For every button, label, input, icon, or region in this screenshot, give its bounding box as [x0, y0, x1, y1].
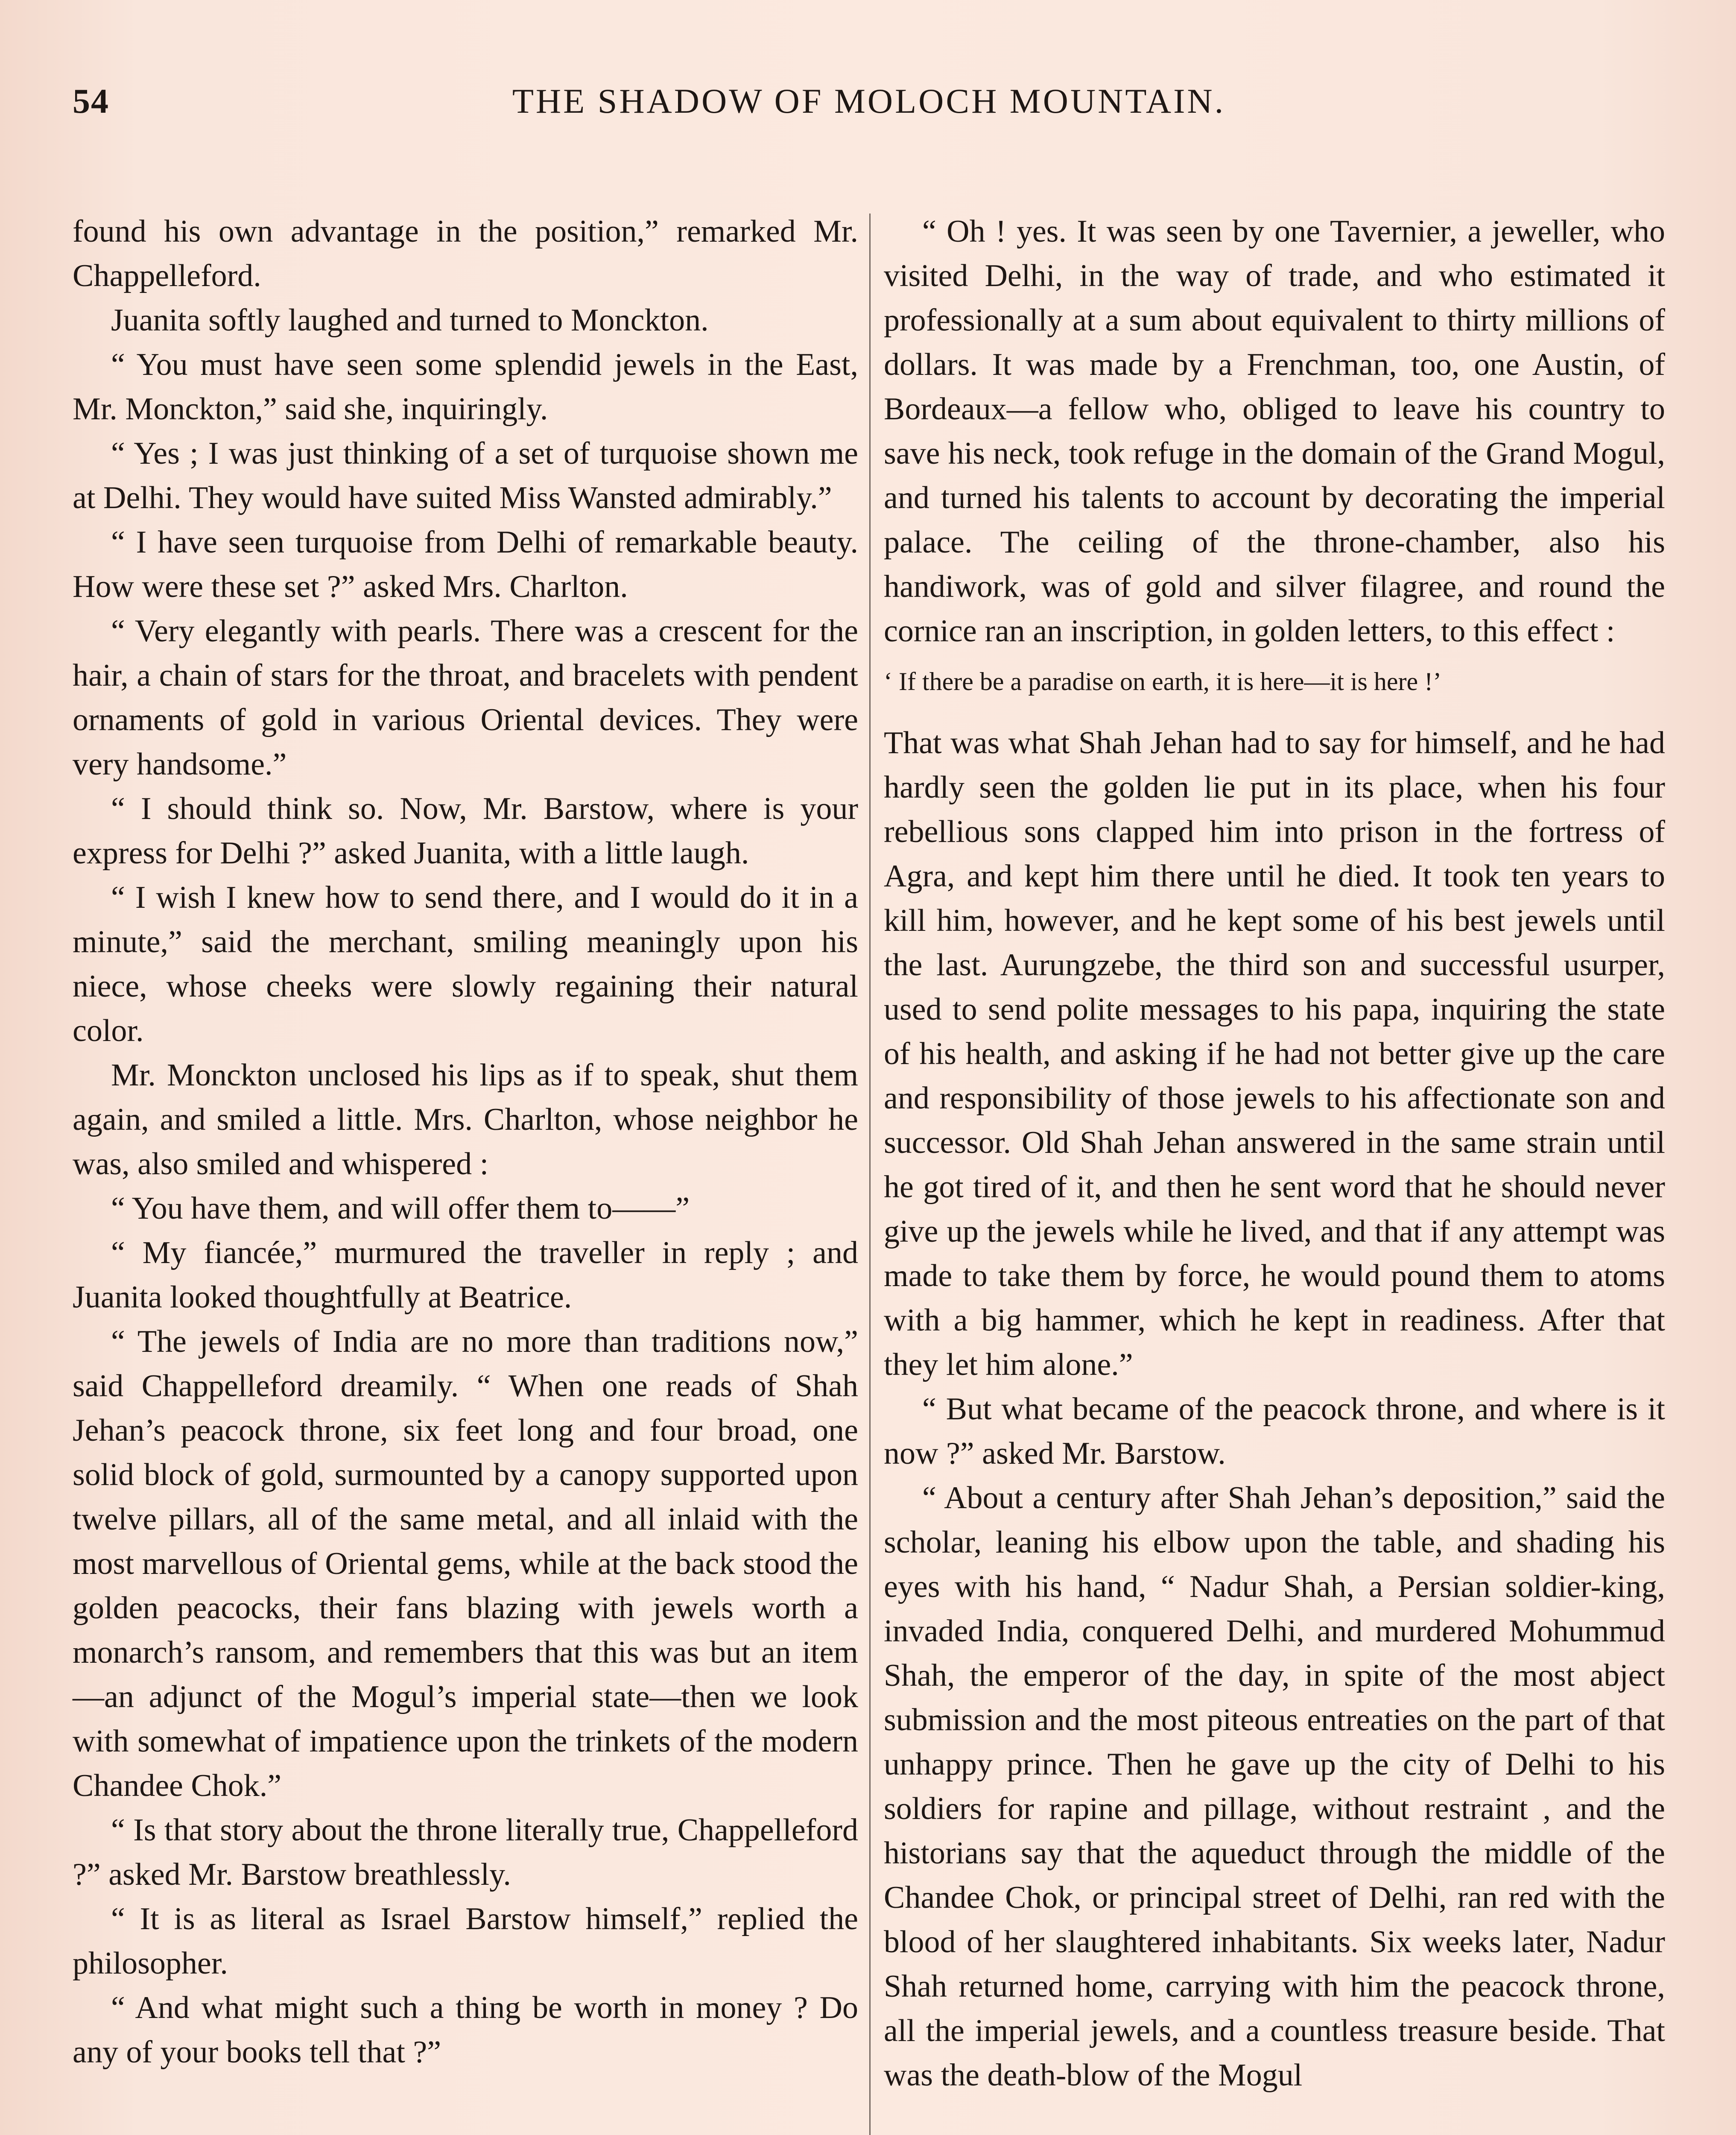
- inscription-quote: ‘ If there be a paradise on earth, it is here—it is here !’: [884, 667, 1442, 696]
- paragraph: “ You must have seen some splendid jewels in the East, Mr. Monckton,” said she, inquiringly.: [73, 347, 858, 427]
- paragraph: “ The jewels of India are no more than traditions now,” said Chappelleford dreamily. “ When one reads of Shah Jehan’s peacock throne, six feet long and four broad, one solid block of gold, surmounted by a canopy supported upon twelve pillars, all of the same metal, and all inlaid with the most marvellous of Oriental gems, while at the back stood the golden peacocks, their fans blazing with jewels worth a monarch’s ransom, and remembers that this was but an item—an adjunct of the Mogul’s imperial state—then we look with somewhat of impatience upon the trinkets of the modern Chandee Chok.”: [73, 1324, 858, 1803]
- column-divider: [869, 214, 871, 2135]
- paragraph: “ I have seen turquoise from Delhi of remarkable beauty. How were these set ?” asked Mrs. Charlton.: [73, 525, 858, 604]
- right-column: [884, 209, 1665, 2097]
- left-column: [73, 209, 858, 2074]
- paragraph: “ I wish I knew how to send there, and I would do it in a minute,” said the merchant, smiling meaningly upon his niece, whose cheeks were slowly regaining their natural color.: [73, 880, 858, 1048]
- paragraph: “ But what became of the peacock throne, and where is it now ?” asked Mr. Barstow.: [884, 1392, 1665, 1471]
- paragraph: found his own advantage in the position,” remarked Mr. Chappelleford.: [73, 214, 858, 293]
- paragraph: Juanita softly laughed and turned to Monckton.: [111, 303, 709, 338]
- paragraph: “ It is as literal as Israel Barstow himself,” replied the philosopher.: [73, 1901, 858, 1981]
- paragraph: “ Is that story about the throne literally true, Chappelleford ?” asked Mr. Barstow breathlessly.: [73, 1813, 858, 1892]
- paragraph: “ Yes ; I was just thinking of a set of turquoise shown me at Delhi. They would have suited Miss Wansted admirably.”: [73, 436, 858, 515]
- paragraph: “ You have them, and will offer them to——”: [111, 1191, 690, 1226]
- paragraph: “ Very elegantly with pearls. There was a crescent for the hair, a chain of stars for the throat, and bracelets with pendent ornaments of gold in various Oriental devices. They were very handsome.”: [73, 614, 858, 782]
- paragraph: “ About a century after Shah Jehan’s deposition,” said the scholar, leaning his elbow upon the table, and shading his eyes with his hand, “ Nadur Shah, a Persian soldier-king, invaded India, conquered Delhi, and murdered Mohummud Shah, the emperor of the day, in spite of the most abject submission and the most piteous entreaties on the part of that unhappy prince. Then he gave up the city of Delhi to his soldiers for rapine and pillage, without restraint , and the historians say that the aqueduct through the middle of the Chandee Chok, or principal street of Delhi, ran red with the blood of her slaughtered inhabitants. Six weeks later, Nadur Shah returned home, carrying with him the peacock throne, all the imperial jewels, and a countless treasure beside. That was the death-blow of the Mogul: [884, 1480, 1665, 2093]
- page-number: 54: [73, 82, 109, 120]
- paragraph: “ I should think so. Now, Mr. Barstow, where is your express for Delhi ?” asked Juanita, with a little laugh.: [73, 791, 858, 871]
- paragraph: Mr. Monckton unclosed his lips as if to speak, shut them again, and smiled a little. Mrs. Charlton, whose neighbor he was, also smiled and whispered :: [73, 1058, 858, 1182]
- running-title: THE SHADOW OF MOLOCH MOUNTAIN.: [512, 82, 1226, 120]
- paragraph: “ And what might such a thing be worth in money ? Do any of your books tell that ?”: [73, 1990, 858, 2070]
- paragraph: “ My fiancée,” murmured the traveller in reply ; and Juanita looked thoughtfully at Beatrice.: [73, 1235, 858, 1315]
- paragraph: That was what Shah Jehan had to say for himself, and he had hardly seen the golden lie put in its place, when his four rebellious sons clapped him into prison in the fortress of Agra, and kept him there until he died. It took ten years to kill him, however, and he kept some of his best jewels until the last. Aurungzebe, the third son and successful usurper, used to send polite messages to his papa, inquiring the state of his health, and asking if he had not better give up the care and responsibility of those jewels to his affectionate son and successor. Old Shah Jehan answered in the same strain until he got tired of it, and then he sent word that he should never give up the jewels while he lived, and that if any attempt was made to take them by force, he would pound them to atoms with a big hammer, which he kept in readiness. After that they let him alone.”: [884, 725, 1665, 1382]
- page-header: [73, 81, 1665, 128]
- paragraph: “ Oh ! yes. It was seen by one Tavernier, a jeweller, who visited Delhi, in the way of trade, and who estimated it professionally at a sum about equivalent to thirty millions of dollars. It was made by a Frenchman, too, one Austin, of Bordeaux—a fellow who, obliged to leave his country to save his neck, took refuge in the domain of the Grand Mogul, and turned his talents to account by decorating the imperial palace. The ceiling of the throne-chamber, also his handiwork, was of gold and silver filagree, and round the cornice ran an inscription, in golden letters, to this effect :: [884, 214, 1665, 649]
